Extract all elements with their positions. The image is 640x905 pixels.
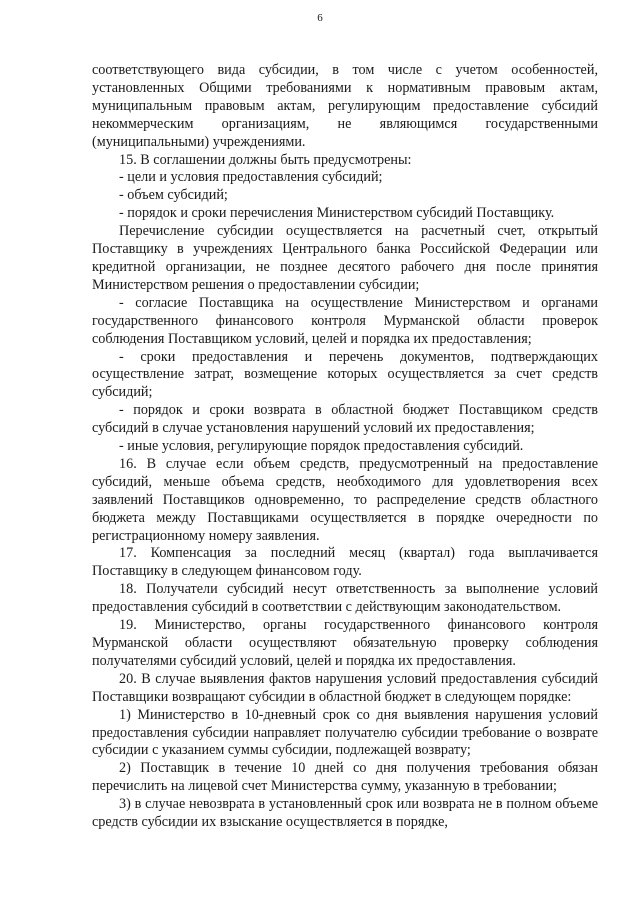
page-number: 6	[317, 12, 323, 24]
list-item-goals: - цели и условия предоставления субсидий;	[119, 169, 383, 186]
paragraph-subitem-3: 3) в случае невозврата в установленный срок или возврата не в полном объеме средств субсидии их взыскание осуществляется в порядке,	[92, 796, 598, 831]
paragraph-transfer-account: Перечисление субсидии осуществляется на расчетный счет, открытый Поставщику в учреждениях Центрального банка Российской Федерации или кредитной организации, не позднее десятого рабочего дня после принятия Министерством решения о предоставлении субсидии;	[92, 223, 598, 293]
list-item-other-conditions: - иные условия, регулирующие порядок предоставления субсидий.	[119, 438, 524, 455]
document-body	[92, 62, 598, 832]
paragraph-item-19: 19. Министерство, органы государственного финансового контроля Мурманской области осуществляют обязательную проверку соблюдения получателями субсидий условий, целей и порядка их предоставления.	[92, 617, 598, 669]
list-item-volume: - объем субсидий;	[119, 187, 228, 204]
list-item-consent: - согласие Поставщика на осуществление Министерством и органами государственного финансового контроля Мурманской области проверок соблюдения Поставщиком условий, целей и порядка их предоставления;	[92, 294, 598, 347]
paragraph-item-20: 20. В случае выявления фактов нарушения условий предоставления субсидий Поставщики возвращают субсидии в областной бюджет в следующем порядке:	[92, 670, 598, 705]
list-item-return-order: - порядок и сроки возврата в областной бюджет Поставщиком средств субсидий в случае установления нарушений условий их предоставления;	[92, 402, 598, 437]
list-item-documents: - сроки предоставления и перечень документов, подтверждающих осуществление затрат, возмещение которых осуществляется за счет средств субсидий;	[92, 348, 598, 401]
paragraph-item-16: 16. В случае если объем средств, предусмотренный на предоставление субсидий, меньше объема средств, необходимого для удовлетворения всех заявлений Поставщиков одновременно, то распределение средств областного бюджета между Поставщиками осуществляется в порядке очередности по регистрационному номеру заявления.	[92, 455, 598, 544]
paragraph-continuation: соответствующего вида субсидии, в том числе с учетом особенностей, установленных Общими требованиями к нормативным правовым актам, муниципальным правовым актам, регулирующим предоставление субсидий некоммерческим организациям, не являющимся государственными (муниципальными) учреждениями.	[92, 62, 598, 150]
paragraph-item-17: 17. Компенсация за последний месяц (квартал) года выплачивается Поставщику в следующем финансовом году.	[92, 545, 598, 580]
paragraph-item-18: 18. Получатели субсидий несут ответственность за выполнение условий предоставления субсидий в соответствии с действующим законодательством.	[92, 581, 598, 616]
list-item-transfer-order: - порядок и сроки перечисления Министерством субсидий Поставщику.	[119, 205, 555, 222]
paragraph-item-15: 15. В соглашении должны быть предусмотрены:	[119, 151, 412, 168]
paragraph-subitem-2: 2) Поставщик в течение 10 дней со дня получения требования обязан перечислить на лицевой счет Министерства сумму, указанную в требовании;	[92, 760, 598, 795]
paragraph-subitem-1: 1) Министерство в 10-дневный срок со дня выявления нарушения условий предоставления субсидии направляет получателю субсидии требование о возврате субсидии с указанием суммы субсидии, подлежащей возврату;	[92, 706, 598, 759]
